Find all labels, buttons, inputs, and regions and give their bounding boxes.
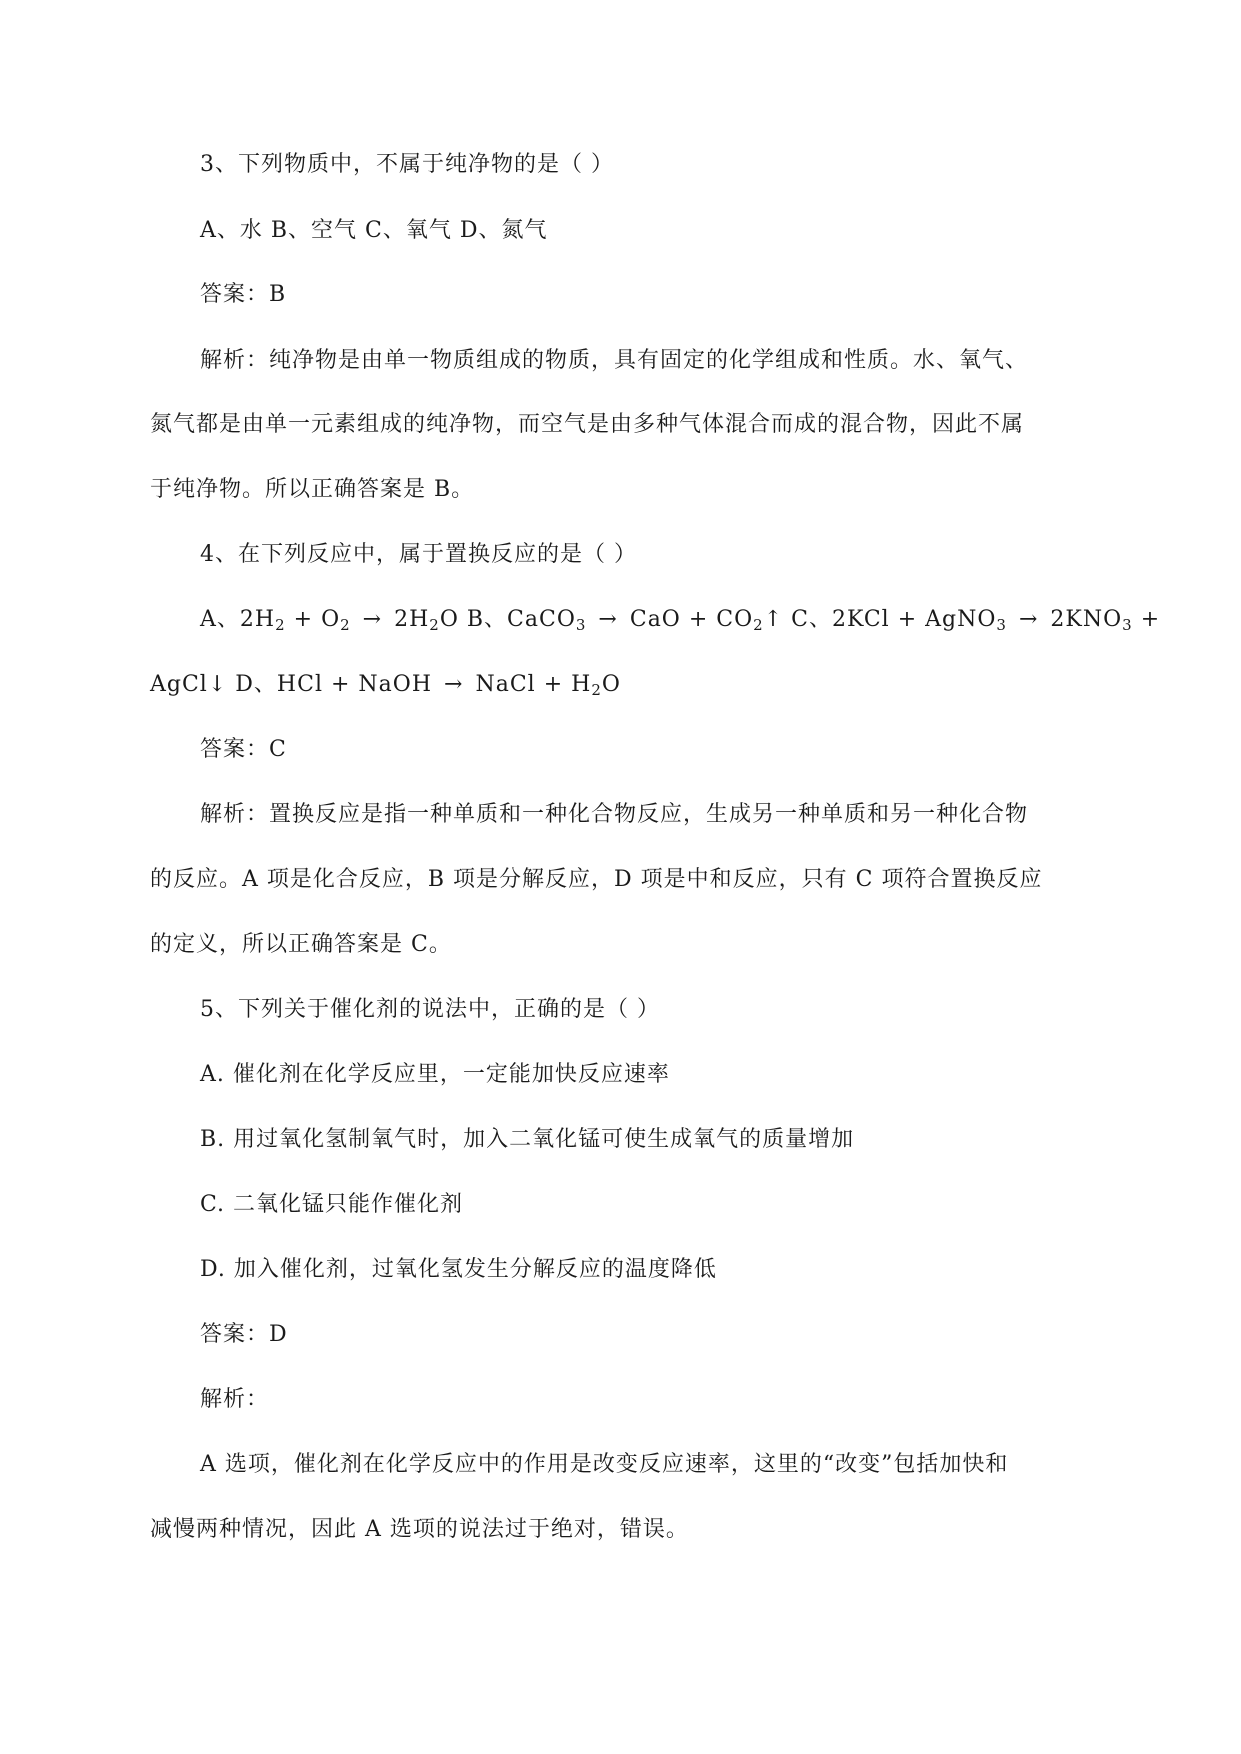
formula-element-h: H [409, 607, 430, 632]
formula-coefficient: 2 [832, 607, 847, 632]
question-4: 4、在下列反应中，属于置换反应的是（ ） [200, 542, 637, 567]
gas-up-arrow: ↑ [763, 607, 784, 632]
formula-subscript: 2 [340, 616, 351, 634]
formula-subscript: 3 [1122, 616, 1133, 634]
formula-subscript: 3 [996, 616, 1007, 634]
plus-sign: + [293, 607, 314, 632]
reaction-arrow: → [598, 607, 618, 632]
formula-subscript: 2 [591, 681, 602, 699]
question-5-option-c: C. 二氧化锰只能作催化剂 [200, 1192, 464, 1217]
reaction-arrow: → [1018, 607, 1039, 632]
formula-subscript: 2 [753, 616, 764, 634]
question-4-analysis-line-1: 解析：置换反应是指一种单质和一种化合物反应，生成另一种单质和另一种化合物 [200, 802, 1029, 827]
formula-kcl: KCl [847, 607, 890, 632]
formula-element-o: O [321, 607, 341, 632]
question-4-analysis-line-3: 的定义，所以正确答案是 C。 [150, 932, 452, 957]
question-5: 5、下列关于催化剂的说法中，正确的是（ ） [200, 997, 660, 1022]
formula-subscript: 2 [275, 616, 286, 634]
option-d-label: D、 [235, 672, 277, 697]
question-3-analysis-line-3: 于纯净物。所以正确答案是 B。 [150, 477, 475, 502]
precipitate-down-arrow: ↓ [207, 672, 228, 697]
formula-co: CO [716, 607, 754, 632]
question-3-analysis-line-1: 解析：纯净物是由单一物质组成的物质，具有固定的化学组成和性质。水、氧气、 [200, 348, 1029, 373]
question-4-options-line-2 [150, 670, 621, 700]
formula-naoh: NaOH [358, 672, 433, 697]
formula-kno: KNO [1065, 607, 1123, 632]
formula-coefficient: 2 [1050, 607, 1066, 632]
question-3-analysis-line-2: 氮气都是由单一元素组成的纯净物，而空气是由多种气体混合而成的混合物，因此不属 [150, 412, 1025, 437]
question-4-answer: 答案：C [200, 737, 287, 762]
formula-agcl: AgCl [150, 672, 208, 697]
question-5-option-a: A. 催化剂在化学反应里，一定能加快反应速率 [200, 1062, 670, 1087]
formula-element-h: H [254, 607, 276, 632]
formula-subscript: 2 [429, 616, 440, 634]
reaction-arrow: → [444, 672, 464, 697]
question-5-option-b: B. 用过氧化氢制氧气时，加入二氧化锰可使生成氧气的质量增加 [200, 1127, 855, 1152]
formula-nacl: NaCl [475, 672, 536, 697]
formula-element-o: O [601, 672, 621, 697]
formula-coefficient: 2 [239, 607, 255, 632]
formula-element-o: O [439, 607, 459, 632]
plus-sign: + [330, 672, 351, 697]
reaction-arrow: → [362, 607, 383, 632]
question-5-analysis-a-line-1: A 选项，催化剂在化学反应中的作用是改变反应速率，这里的“改变”包括加快和 [200, 1452, 1009, 1477]
question-5-analysis-label: 解析： [200, 1387, 270, 1412]
formula-caco: CaCO [507, 607, 576, 632]
question-4-analysis-line-2: 的反应。A 项是化合反应，B 项是分解反应，D 项是中和反应，只有 C 项符合置换反应 [150, 867, 1043, 892]
formula-agno: AgNO [925, 607, 997, 632]
formula-hcl: HCl [276, 672, 323, 697]
formula-element-h: H [571, 672, 592, 697]
question-5-analysis-a-line-2: 减慢两种情况，因此 A 选项的说法过于绝对，错误。 [150, 1517, 689, 1542]
formula-subscript: 3 [575, 616, 587, 634]
question-3-options: A、水 B、空气 C、氧气 D、氮气 [200, 218, 548, 243]
plus-sign: + [688, 607, 709, 632]
plus-sign: + [543, 672, 564, 697]
question-5-option-d: D. 加入催化剂，过氧化氢发生分解反应的温度降低 [200, 1257, 717, 1282]
question-4-options-line-1 [200, 605, 1160, 635]
option-b-label: B、 [466, 607, 508, 632]
formula-cao: CaO [629, 607, 681, 632]
question-3: 3、下列物质中，不属于纯净物的是（ ） [200, 152, 614, 177]
plus-sign: + [897, 607, 918, 632]
formula-coefficient: 2 [394, 607, 410, 632]
question-5-answer: 答案：D [200, 1322, 288, 1347]
option-c-label: C、 [791, 607, 832, 632]
option-a-label: A、 [200, 607, 240, 632]
question-3-answer: 答案：B [200, 282, 287, 307]
plus-sign: + [1140, 607, 1161, 632]
